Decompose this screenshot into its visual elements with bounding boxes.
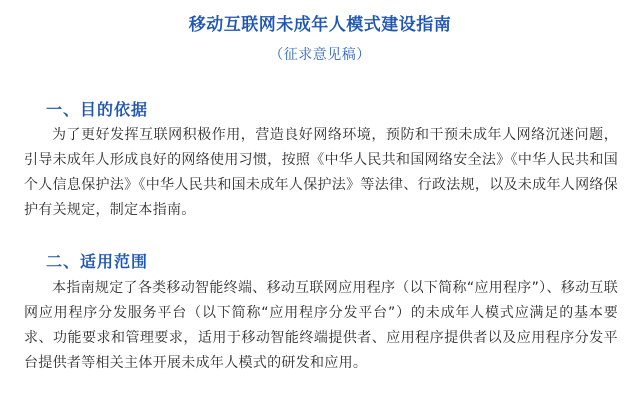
document-subtitle: （征求意见稿） <box>269 47 371 63</box>
section-heading-purpose: 一、目的依据 <box>46 100 149 119</box>
section-body-purpose: 为了更好发挥互联网积极作用，营造良好网络环境，预防和干预未成年人网络沉迷问题，引导未成年人形成良好的网络使用习惯，按照《中华人民共和国网络安全法》《中华人民共和国个人信息保护法》《中华人民共和国未成年人保护法》等法律、行政法规，以及未成年人网络保护有关规定，制定本指南。 <box>24 127 618 218</box>
document-title: 移动互联网未成年人模式建设指南 <box>188 15 452 35</box>
section-heading-scope: 二、适用范围 <box>46 252 149 271</box>
section-body-scope: 本指南规定了各类移动智能终端、移动互联网应用程序（以下简称“应用程序”）、移动互联网应用程序分发服务平台（以下简称“应用程序分发平台”）的未成年人模式应满足的基本要求、功能要求和管理要求，适用于移动智能终端提供者、应用程序提供者以及应用程序分发平台提供者等相关主体开展未成年人模式的研发和应用。 <box>24 280 618 371</box>
